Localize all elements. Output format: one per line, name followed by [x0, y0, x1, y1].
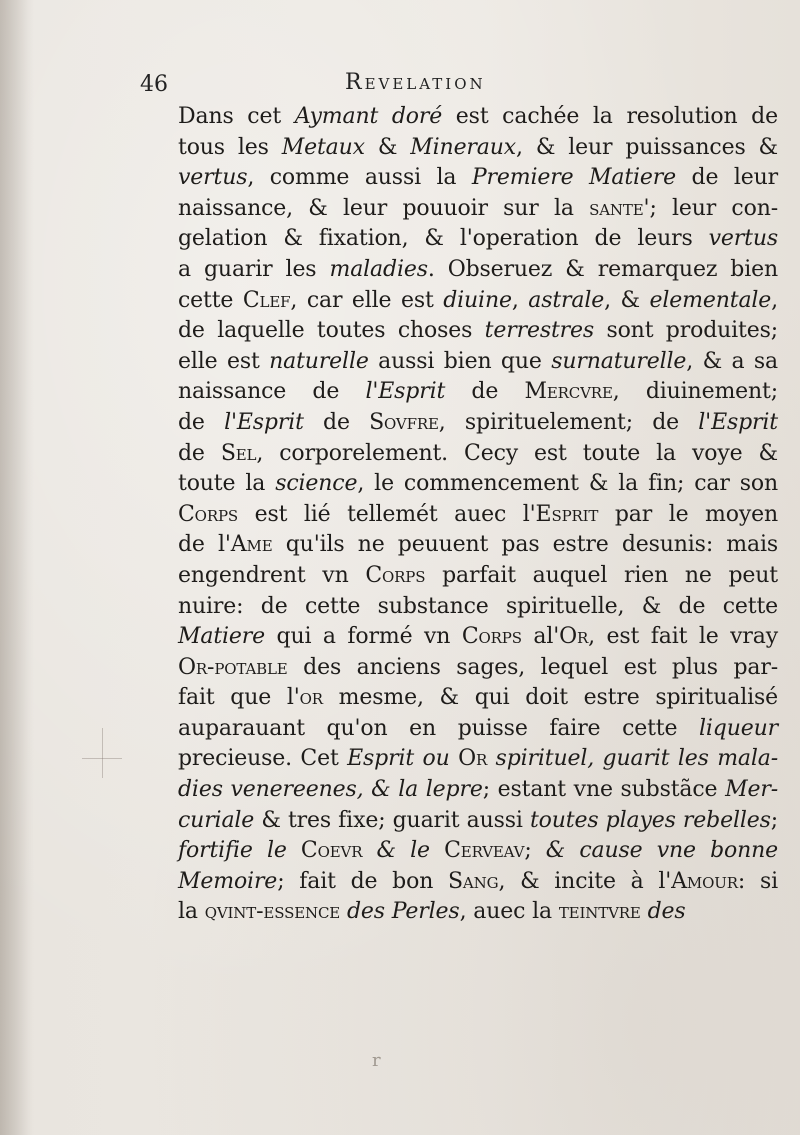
- small-caps-run: Or: [458, 746, 488, 772]
- small-caps-run: Ame: [230, 532, 273, 558]
- text-run: de: [303, 409, 370, 435]
- text-line: [178, 500, 778, 531]
- text-line: [178, 194, 778, 225]
- text-line: [178, 316, 778, 347]
- italic-run: & le: [362, 838, 445, 864]
- italic-run: naturelle: [269, 348, 369, 374]
- italic-run: Mineraux: [410, 134, 517, 160]
- italic-run: toutes playes rebelles: [529, 807, 771, 833]
- italic-run: terrestres: [484, 318, 595, 344]
- italic-run: Metaux: [281, 134, 365, 160]
- text-line: [178, 530, 778, 561]
- text-run: al': [521, 624, 560, 650]
- text-run: . Obseruez & remarquez bien: [427, 256, 778, 282]
- italic-run: curiale: [178, 807, 255, 833]
- text-run: tous les: [178, 134, 282, 160]
- page-header: [0, 70, 800, 106]
- italic-run: spirituel, guarit les mala-: [487, 746, 779, 772]
- italic-run: Matiere: [178, 624, 266, 650]
- text-run: ;: [524, 838, 546, 864]
- small-caps-run: sante': [589, 195, 650, 221]
- italic-run: science: [275, 471, 358, 497]
- italic-run: astrale: [528, 287, 605, 313]
- text-run: la: [178, 899, 205, 925]
- text-run: ,: [771, 287, 779, 313]
- text-line: [178, 592, 778, 623]
- text-run: qu'ils ne peuuent pas estre desunis: mais: [272, 532, 778, 558]
- text-run: &: [364, 134, 411, 160]
- text-line: [178, 133, 778, 164]
- small-caps-run: or: [299, 685, 323, 711]
- text-run: par le moyen: [598, 501, 779, 527]
- text-run: : si: [737, 868, 778, 894]
- italic-run: surnaturelle: [551, 348, 687, 374]
- small-caps-run: Esprit: [535, 501, 599, 527]
- text-run: nuire: de cette substance spirituelle, & de cette: [178, 593, 778, 619]
- italic-run: & cause vne bonne: [545, 838, 779, 864]
- binding-shadow: [0, 0, 34, 1135]
- small-caps-run: Or: [559, 624, 589, 650]
- text-run: de l': [178, 532, 231, 558]
- small-caps-run: qvint-essence: [204, 899, 341, 925]
- text-line: [178, 897, 778, 928]
- text-line: [178, 255, 778, 286]
- italic-run: liqueur: [699, 715, 778, 741]
- small-caps-run: Or-potable: [178, 654, 288, 680]
- italic-run: l'Esprit: [365, 379, 446, 405]
- text-run: , diuinement;: [612, 379, 778, 405]
- text-run: fait que l': [178, 685, 300, 711]
- text-run: aussi bien que: [368, 348, 552, 374]
- small-caps-run: Sovfre: [369, 409, 439, 435]
- text-line: [178, 683, 778, 714]
- text-line: [178, 224, 778, 255]
- text-run: de leur: [676, 165, 778, 191]
- italic-run: maladies: [329, 256, 428, 282]
- text-run: precieuse. Cet: [178, 746, 348, 772]
- italic-run: diuine: [443, 287, 512, 313]
- text-line: [178, 744, 778, 775]
- italic-run: des Perles: [346, 899, 460, 925]
- text-run: , & a sa: [686, 348, 778, 374]
- italic-run: Premiere Matiere: [471, 165, 676, 191]
- italic-run: vertus: [178, 165, 248, 191]
- text-line: [178, 714, 778, 745]
- small-caps-run: teintvre: [558, 899, 641, 925]
- italic-run: vertus: [708, 226, 778, 252]
- italic-run: fortifie le: [178, 838, 301, 864]
- text-run: ,: [511, 287, 529, 313]
- text-line: [178, 867, 778, 898]
- text-line: [178, 286, 778, 317]
- small-caps-run: Cerveav: [444, 838, 525, 864]
- text-line: [178, 622, 778, 653]
- text-run: sont produites;: [594, 318, 778, 344]
- text-run: , corporelement. Cecy est toute la voye &: [256, 440, 778, 466]
- text-run: cette: [178, 287, 243, 313]
- body-text: [178, 102, 778, 928]
- text-run: auparauant qu'on en puisse faire cette: [178, 715, 700, 741]
- italic-run: dies venereenes, & la lepre: [178, 777, 483, 803]
- text-line: [178, 102, 778, 133]
- small-caps-run: Clef: [242, 287, 291, 313]
- text-run: , auec la: [459, 899, 559, 925]
- text-run: , &: [604, 287, 650, 313]
- text-run: est cachée la resolution de: [442, 104, 778, 129]
- italic-run: Mer-: [725, 777, 778, 803]
- text-run: , comme aussi la: [247, 165, 472, 191]
- italic-run: des: [647, 899, 686, 925]
- text-line: [178, 377, 778, 408]
- text-line: [178, 439, 778, 470]
- text-line: [178, 653, 778, 684]
- text-run: engendrent vn: [178, 562, 366, 588]
- text-line: [178, 775, 778, 806]
- text-run: gelation & fixation, & l'operation de leurs: [178, 226, 709, 252]
- text-line: [178, 347, 778, 378]
- text-run: naissance, & leur pouuoir sur la: [178, 195, 590, 221]
- stray-ink-mark: r: [372, 1050, 381, 1071]
- text-line: [178, 469, 778, 500]
- margin-cross-mark: [82, 728, 122, 778]
- text-line: [178, 408, 778, 439]
- text-run: Dans cet: [178, 104, 295, 129]
- small-caps-run: Mercvre: [524, 379, 613, 405]
- small-caps-run: Coevr: [300, 838, 363, 864]
- italic-run: Esprit ou: [347, 746, 459, 772]
- text-run: de: [445, 379, 525, 405]
- text-run: [641, 899, 648, 924]
- text-run: de: [178, 440, 221, 466]
- text-line: [178, 806, 778, 837]
- text-run: parfait auquel rien ne peut: [425, 562, 778, 588]
- text-run: mesme, & qui doit estre spiritualisé: [322, 685, 778, 711]
- text-run: ; fait de bon: [277, 868, 449, 894]
- text-run: , est fait le vray: [588, 624, 779, 650]
- text-run: ; leur con-: [649, 195, 778, 221]
- small-caps-run: Sang: [448, 868, 499, 894]
- italic-run: elementale: [649, 287, 772, 313]
- italic-run: l'Esprit: [224, 409, 304, 435]
- text-run: de laquelle toutes choses: [178, 318, 485, 344]
- text-line: [178, 163, 778, 194]
- text-run: , & incite à l': [498, 868, 672, 894]
- italic-run: Memoire: [178, 868, 278, 894]
- text-line: [178, 836, 778, 867]
- text-run: des anciens sages, lequel est plus par-: [287, 654, 778, 680]
- small-caps-run: Corps: [365, 562, 426, 588]
- text-run: & tres fixe; guarit aussi: [254, 807, 530, 833]
- italic-run: l'Esprit: [698, 409, 778, 435]
- text-run: qui a formé vn: [265, 624, 462, 650]
- text-run: a guarir les: [178, 256, 330, 282]
- text-run: elle est: [178, 348, 270, 374]
- text-run: , le commencement & la fin; car son: [357, 471, 778, 497]
- page-number: 46: [140, 72, 168, 97]
- small-caps-run: Corps: [178, 501, 239, 527]
- text-run: ;: [770, 807, 778, 833]
- text-run: ; estant vne substãce: [482, 777, 726, 803]
- running-title: Revelation: [345, 70, 486, 95]
- text-run: , car elle est: [290, 287, 444, 313]
- small-caps-run: Sel: [220, 440, 257, 466]
- text-run: [340, 899, 347, 924]
- text-run: naissance de: [178, 379, 366, 405]
- text-run: , spirituelement; de: [438, 409, 699, 435]
- text-run: , & leur puissances &: [516, 134, 778, 160]
- text-run: est lié tellemét auec l': [238, 501, 536, 527]
- small-caps-run: Amour: [671, 868, 738, 894]
- small-caps-run: Corps: [461, 624, 522, 650]
- italic-run: Aymant doré: [294, 104, 443, 129]
- text-run: toute la: [178, 471, 276, 497]
- text-line: [178, 561, 778, 592]
- text-run: de: [178, 409, 225, 435]
